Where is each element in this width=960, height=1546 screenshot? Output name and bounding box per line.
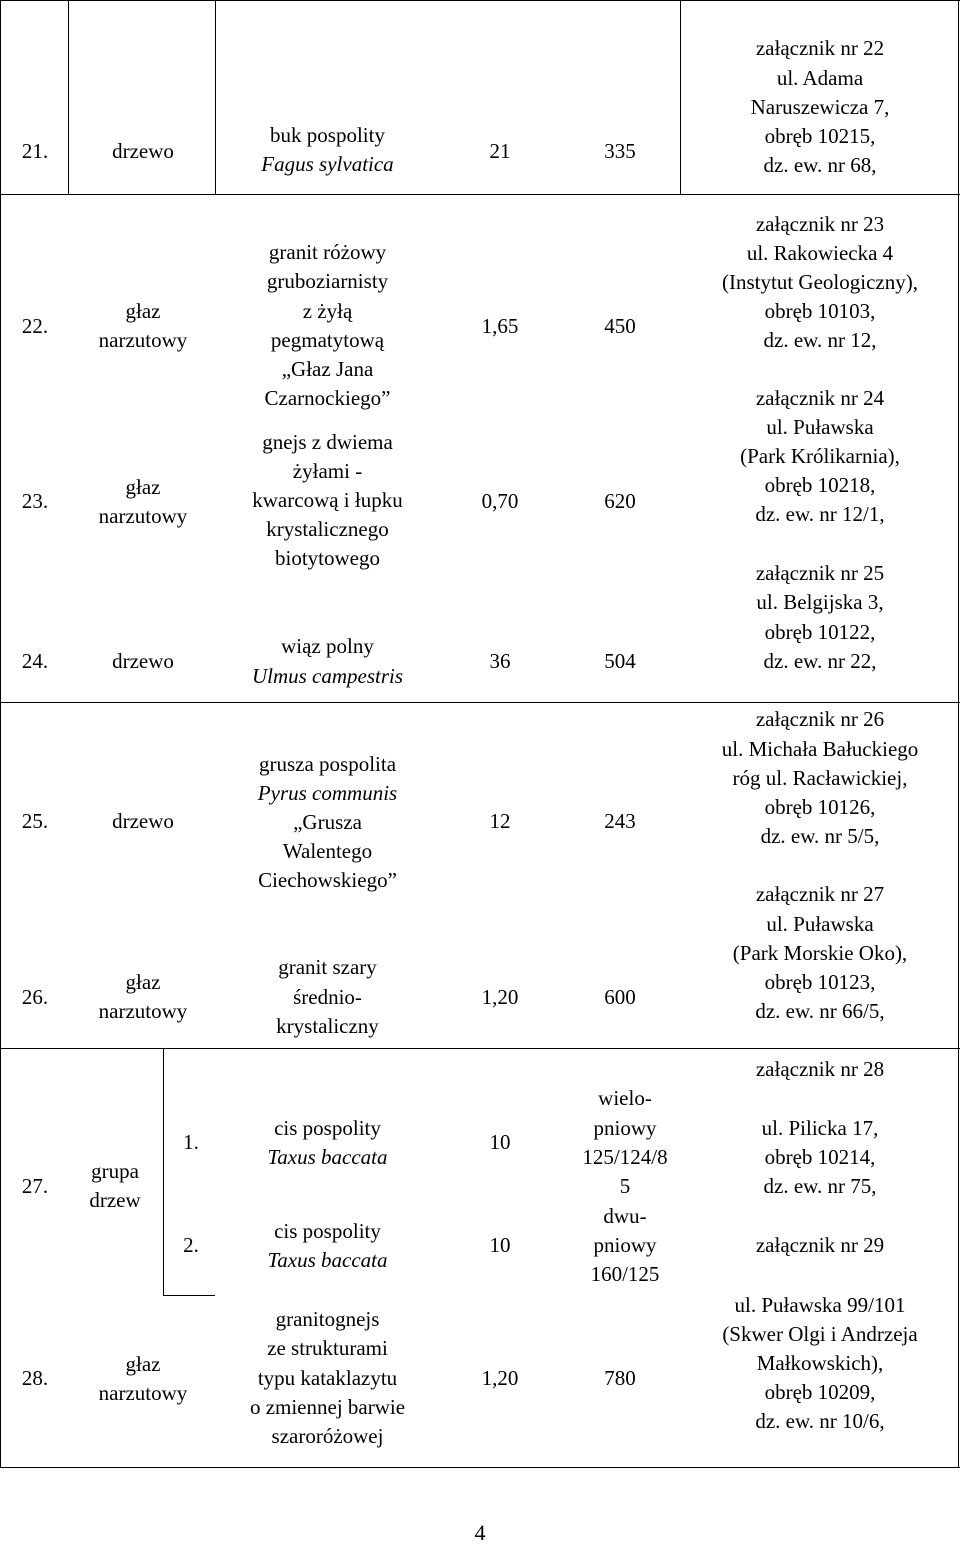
value-b: 335 [604,139,636,163]
subitem-number: 1. [183,1130,199,1154]
address-line: ul. Rakowiecka 4 [746,241,894,265]
trunk-size: 125/124/8 [582,1145,668,1169]
rule-col-3 [680,0,681,194]
species-name: buk pospolity [270,123,385,147]
address-line: dz. ew. nr 22, [763,649,877,673]
address-line: (Skwer Olgi i Andrzeja [722,1322,918,1346]
address-line: dz. ew. nr 10/6, [755,1409,885,1433]
description-line: o zmiennej barwie [249,1395,406,1419]
description-line: żyłami - [292,459,363,483]
address-line: ul. Puławska [766,415,874,439]
description-line: gruboziarnisty [266,269,389,293]
description-line: Walentego [282,839,373,863]
address-line: ul. Puławska 99/101 [734,1293,906,1317]
rule-col-1 [68,0,69,194]
address-line: (Park Morskie Oko), [732,941,908,965]
species-latin: Fagus sylvatica [261,152,394,176]
species-name: cis pospolity [274,1219,381,1243]
description-line: Czarnockiego” [264,386,391,410]
value-a: 12 [489,809,511,833]
description-line: kwarcową i łupku [252,488,403,512]
species-latin: Pyrus communis [257,781,398,805]
species-name: wiąz polny [281,634,374,658]
object-kind: drzewo [112,649,174,673]
address-line: dz. ew. nr 66/5, [755,999,885,1023]
attachment-label: załącznik nr 28 [755,1057,885,1081]
rule-right [958,0,959,1468]
address-line: (Instytut Geologiczny), [722,270,918,294]
object-kind: grupa [91,1159,139,1183]
address-line: ul. Belgijska 3, [756,590,884,614]
value-a: 36 [489,649,511,673]
object-kind: narzutowy [98,1381,188,1405]
address-line: dz. ew. nr 12, [763,328,877,352]
description-line: ze strukturami [267,1336,388,1360]
rule-top [0,0,960,1]
attachment-label: załącznik nr 23 [755,212,885,236]
address-line: obręb 10215, [764,124,876,148]
rule-bottom [0,1467,960,1468]
address-line: obręb 10123, [764,970,876,994]
subitem-number: 2. [183,1233,199,1257]
object-kind: drzew [89,1188,141,1212]
object-kind: głaz [125,299,161,323]
description-line: średnio- [293,985,362,1009]
trunk-type: wielo- [598,1086,652,1110]
rule-row-26 [0,1048,960,1049]
address-line: obręb 10218, [764,473,876,497]
description-line: granit szary [278,955,377,979]
address-line: ul. Michała Bałuckiego [721,737,919,761]
trunk-type: dwu- [603,1204,647,1228]
species-latin: Taxus baccata [267,1248,388,1272]
address-line: dz. ew. nr 12/1, [755,502,885,526]
description-line: „Głaz Jana [281,357,374,381]
value-a: 10 [489,1233,511,1257]
value-b: 450 [604,314,636,338]
address-line: Naruszewicza 7, [750,95,890,119]
address-line: dz. ew. nr 5/5, [760,824,880,848]
object-kind: narzutowy [98,999,188,1023]
object-kind: głaz [125,1352,161,1376]
species-name: cis pospolity [274,1116,381,1140]
object-kind: narzutowy [98,504,188,528]
address-line: obręb 10126, [764,795,876,819]
address-line: obręb 10103, [764,299,876,323]
row-number: 24. [21,649,49,673]
attachment-label: załącznik nr 27 [755,882,885,906]
row-number: 22. [21,314,49,338]
description-line: „Grusza [293,810,362,834]
value-b: 620 [604,489,636,513]
value-b: 504 [604,649,636,673]
rule-row-24 [0,702,960,703]
description-line: z żyłą [302,299,353,323]
description-line: gnejs z dwiema [262,430,393,454]
value-a: 21 [489,139,511,163]
object-kind: głaz [125,970,161,994]
row-number: 25. [21,809,49,833]
attachment-label: załącznik nr 22 [755,36,885,60]
address-line: Małkowskich), [756,1351,884,1375]
description-line: granit różowy [268,240,387,264]
row-number: 23. [21,489,49,513]
description-line: granitognejs [275,1307,380,1331]
species-latin: Taxus baccata [267,1145,388,1169]
rule-sub-27 [163,1048,164,1295]
description-line: pegmatytową [270,328,385,352]
rule-sub-27-bottom [163,1295,215,1296]
value-b: 780 [604,1366,636,1390]
description-line: biotytowego [275,546,380,570]
address-line: obręb 10209, [764,1380,876,1404]
value-b: 243 [604,809,636,833]
description-line: typu kataklazytu [257,1366,398,1390]
address-line: róg ul. Racławickiej, [732,766,908,790]
object-kind: drzewo [112,809,174,833]
attachment-label: załącznik nr 25 [755,561,885,585]
object-kind: głaz [125,475,161,499]
object-kind: narzutowy [98,328,188,352]
row-number: 27. [21,1174,49,1198]
address-line: ul. Pilicka 17, [761,1116,879,1140]
trunk-type: pniowy [593,1233,657,1257]
address-line: obręb 10122, [764,620,876,644]
address-line: (Park Królikarnia), [740,444,900,468]
description-line: krystalicznego [266,517,389,541]
page-number: 4 [474,1520,486,1545]
object-kind: drzewo [112,139,174,163]
address-line: obręb 10214, [764,1145,876,1169]
row-number: 21. [21,139,49,163]
rule-col-2 [215,0,216,194]
description-line: szaroróżowej [271,1424,384,1448]
value-b: 600 [604,985,636,1009]
attachment-label: załącznik nr 24 [755,386,885,410]
value-a: 0,70 [481,489,519,513]
value-a: 1,65 [481,314,519,338]
value-a: 1,20 [481,985,519,1009]
attachment-label: załącznik nr 26 [755,707,885,731]
value-a: 1,20 [481,1366,519,1390]
trunk-size: 5 [619,1174,631,1198]
value-a: 10 [489,1130,511,1154]
row-number: 28. [21,1366,49,1390]
description-line: krystaliczny [276,1014,379,1038]
address-line: dz. ew. nr 68, [763,153,877,177]
species-name: grusza pospolita [258,752,397,776]
row-number: 26. [21,985,49,1009]
trunk-type: pniowy [593,1116,657,1140]
address-line: dz. ew. nr 75, [763,1174,877,1198]
species-latin: Ulmus campestris [251,664,404,688]
address-line: ul. Puławska [766,912,874,936]
trunk-size: 160/125 [590,1262,660,1286]
rule-row-21 [0,194,960,195]
rule-left [0,0,1,1468]
attachment-label: załącznik nr 29 [755,1233,885,1257]
description-line: Ciechowskiego” [258,868,397,892]
address-line: ul. Adama [776,66,864,90]
